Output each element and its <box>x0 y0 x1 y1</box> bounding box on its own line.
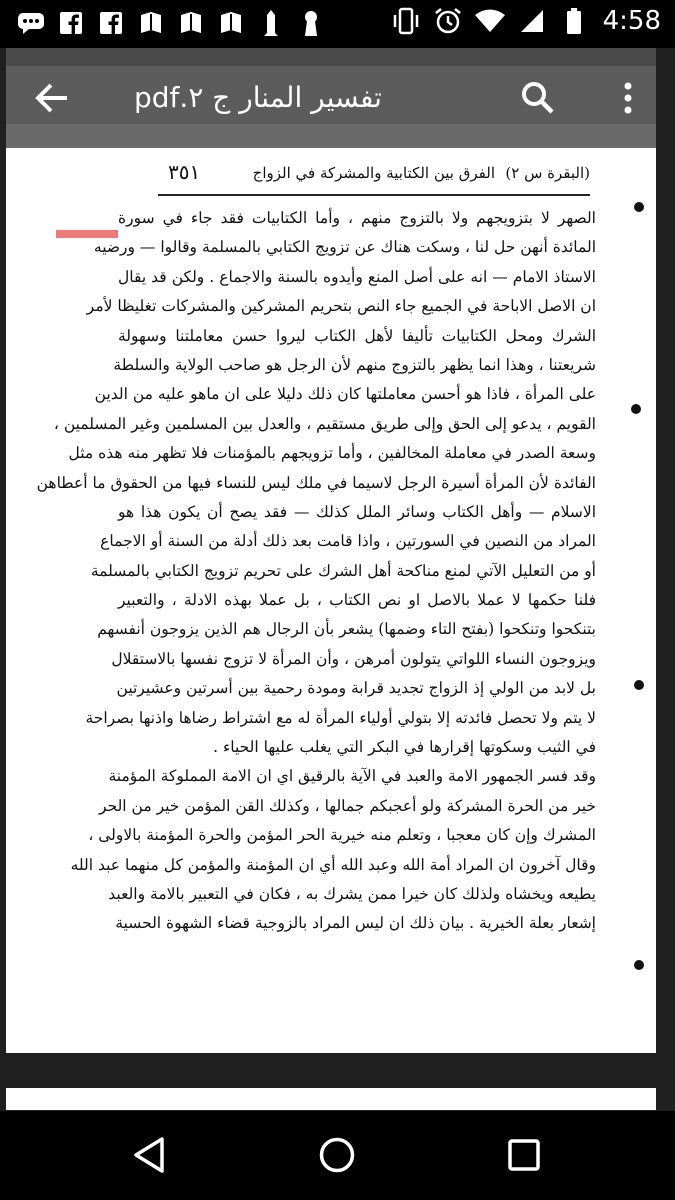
status-bar <box>0 0 675 48</box>
text-line: الاستاذ الامام — انه على أصل المنع وأيدوه بالسنة والاجماع . ولكن قد يقال <box>118 267 596 286</box>
text-line: خير من الحرة المشركة ولو أعجبكم جمالها ، وكذلك القن المؤمن خير من الحر <box>99 796 596 815</box>
arrow-back-icon <box>35 83 69 117</box>
text-line: وقال آخرون ان المراد أمة الله وعبد الله أي ان المؤمنة والمؤمن كل منهما عبد الله <box>70 855 596 874</box>
page-body-text <box>36 204 596 939</box>
text-line: شريعتنا ، وهذا انما يظهر بالتزوج منهم لأن الرجل هو صاحب الولاية والسلطة <box>113 355 596 374</box>
text-line: الفائدة لأن المرأة أسيرة الرجل لاسيما في ملك ليس للنساء فيها من الحقوق ما أعطاهن <box>36 473 596 492</box>
vibrate-icon <box>393 6 419 36</box>
margin-dot <box>634 680 644 690</box>
back-button[interactable] <box>30 78 74 122</box>
book-icon <box>218 8 244 38</box>
toolbar-shade-bottom <box>6 124 656 148</box>
pdf-page[interactable] <box>6 148 656 1053</box>
text-line: المراد من النصين في السورتين ، واذا قامت بعد ذلك أدلة من السنة أو الاجماع <box>100 532 596 551</box>
text-line: الاسلام — وأهل الكتاب وسائر الملل كذلك — فقد يصح أن يكون هذا هو <box>118 502 596 521</box>
text-line: لا يتم ولا تحصل فائدته إلا بتولي أولياء المرأة له مع اشتراط رضاها واذنها بصراحة <box>85 708 596 727</box>
margin-dot <box>634 960 644 970</box>
text-line: وقد فسر الجمهور الامة والعبد في الآية بالرقيق اي ان الامة المملوكة المؤمنة <box>108 767 596 786</box>
margin-dot <box>634 202 644 212</box>
nav-home-button[interactable] <box>313 1133 361 1181</box>
text-line: المشرك وإن كان معجبا ، وتعلم منه خيرية الحر المؤمن والحرة المؤمنة بالاولى ، <box>88 826 596 845</box>
book-icon <box>178 8 204 38</box>
text-line: القويم ، يدعو إلى الحق وإلى طريق مستقيم ، والعدل بين المسلمين وغير المسلمين ، <box>53 414 596 433</box>
tower-icon <box>258 8 284 38</box>
app-toolbar <box>6 48 656 148</box>
alarm-icon <box>435 6 461 36</box>
wifi-icon <box>477 6 503 36</box>
nav-recents-button[interactable] <box>500 1133 548 1181</box>
battery-icon <box>561 6 587 36</box>
header-section: (البقرة س ٢) <box>505 164 590 182</box>
square-recents-icon <box>507 1138 541 1176</box>
text-line: المائدة أنهن حل لنا ، وسكت هناك عن تزويج الكتابي بالمسلمة وقالوا — ورضيه <box>93 238 596 257</box>
document-title: تفسير المنار ج ٢.pdf <box>134 81 382 114</box>
next-page-edge <box>6 1088 656 1110</box>
text-line: يطيعه ويخشاه ولذلك كان خيرا ممن يشرك به ، فكان في التعبير بالامة والعبد <box>108 884 596 903</box>
text-line: بتنكحوا وتنكحوا (بفتح التاء وضمها) يشعر بأن الرجال هم الذين يزوجون أنفسهم <box>97 620 596 639</box>
status-clock: 4:58 <box>602 6 661 36</box>
text-line: فلنا حكمها لا عملا بالاصل او نص الكتاب ، بل عملا بهذه الادلة ، والتعبير <box>118 591 596 610</box>
search-icon <box>521 81 555 119</box>
keyhole-icon <box>298 8 324 38</box>
margin-dot <box>631 404 641 414</box>
page-header <box>158 156 590 196</box>
text-line: ويزوجون النساء اللواتي يتولون أمرهن ، وأن المرأة لا تزوج نفسها بالاستقلال <box>111 649 596 668</box>
more-vert-icon <box>623 82 633 118</box>
facebook-icon <box>58 8 84 38</box>
triangle-back-icon <box>132 1136 168 1178</box>
circle-home-icon <box>318 1136 356 1178</box>
text-line: الصهر لا بتزويجهم ولا بالتزوج منهم ، وأما الكتابيات فقد جاء في سورة <box>118 209 596 227</box>
text-line: ان الاصل الاباحة في الجميع جاء النص بتحريم المشركين والمشركات تغليظا لأمر <box>86 297 596 316</box>
header-title: الفرق بين الكتابية والمشركة في الزواج <box>252 164 495 182</box>
book-icon <box>138 8 164 38</box>
text-line: بل لابد من الولي إذ الزواج تجديد قرابة ومودة رحمية بين أسرتين وعشيرتين <box>116 679 596 698</box>
text-line: في الثيب وسكوتها إقرارها في البكر التي يغلب عليها الحياء . <box>213 738 596 757</box>
search-button[interactable] <box>516 78 560 122</box>
text-line: وسعة الصدر في معاملة المخالفين ، وأما تزويجهم بالمؤمنات فلا تظهر منه هذه مثل <box>68 444 596 463</box>
facebook-icon <box>98 8 124 38</box>
text-line: إشعار بعلة الخيرية . بيان ذلك ان ليس المراد بالزوجية قضاء الشهوة الحسية <box>115 914 596 933</box>
text-line: أو من التعليل الآتي لمنع مناكحة أهل الشرك على تحريم تزويج الكتابي بالمسلمة <box>90 561 596 580</box>
chat-icon <box>18 8 44 38</box>
signal-icon <box>519 6 545 36</box>
overflow-menu-button[interactable] <box>612 78 644 122</box>
nav-back-button[interactable] <box>126 1133 174 1181</box>
text-line: على المرأة ، فاذا هو أحسن معاملتها كان ذلك دليلا على ان ماهو عليه من الدين <box>94 385 596 404</box>
text-line: الشرك ومحل الكتابيات تأليفا لأهل الكتاب ليروا حسن معاملتنا وسهولة <box>118 326 596 345</box>
page-number: ٣٥١ <box>168 160 201 184</box>
toolbar-shade-top <box>6 48 656 66</box>
navigation-bar <box>0 1111 675 1200</box>
